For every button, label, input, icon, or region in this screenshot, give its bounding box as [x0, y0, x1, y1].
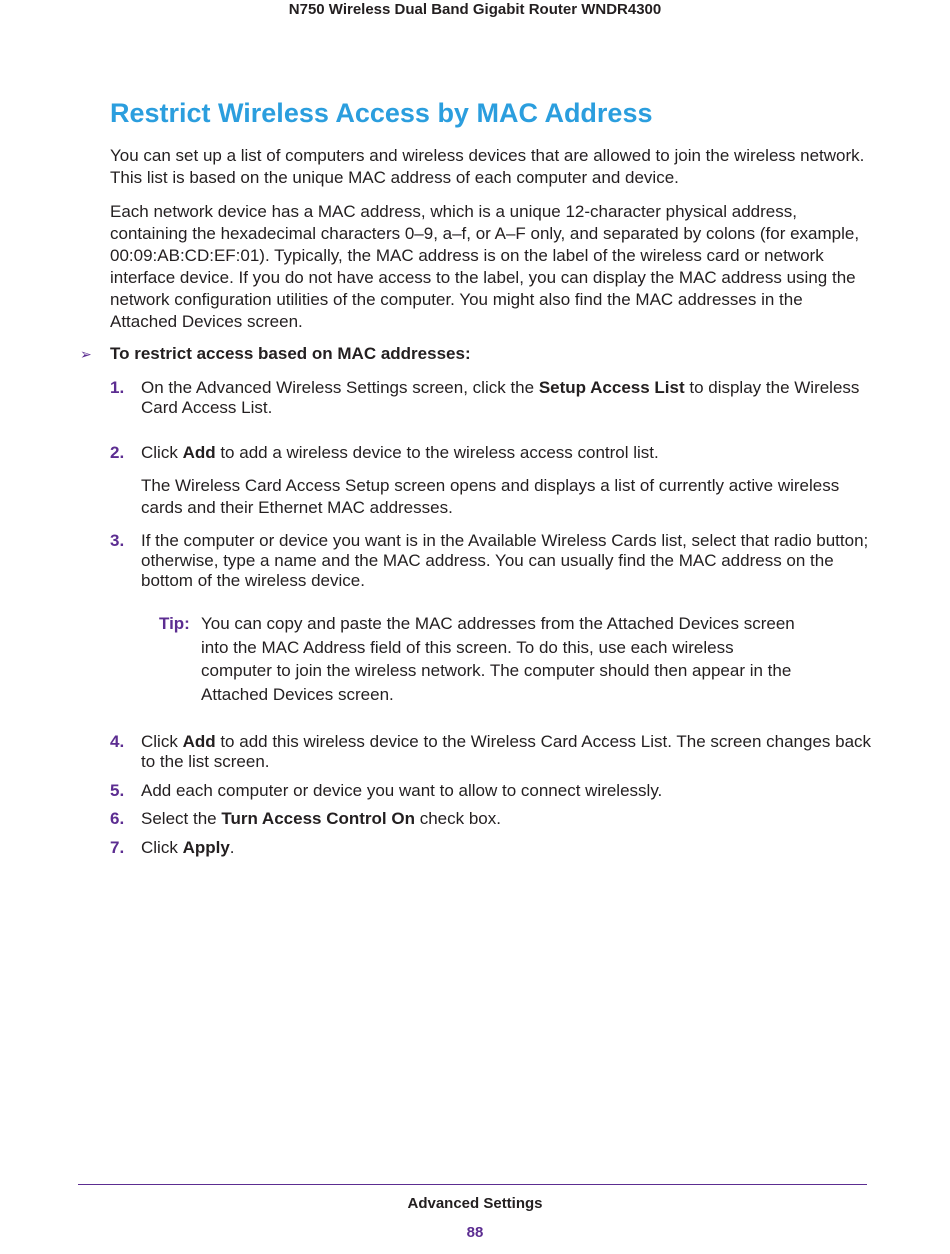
intro-paragraph: You can set up a list of computers and wireless devices that are allowed to join the wireless network. This list is based on the unique MAC address of each computer and device.: [110, 146, 865, 187]
step-text: If the computer or device you want is in the Available Wireless Cards list, select that radio button; otherwise, type a name and the MAC address. You can usually find the MAC address on the bottom of the wireless device.: [141, 531, 869, 590]
step-number: 5.: [110, 781, 125, 800]
step-number: 4.: [110, 732, 125, 751]
mac-explanation-paragraph: Each network device has a MAC address, which is a unique 12-character physical address, containing the hexadecimal characters 0–9, a–f, or A–F only, and separated by colons (for example, 00:09:AB:CD:EF:01). Typically, the MAC address is on the label of the wireless card or network interface device. If you do not have access to the label, you can display the MAC address using the network configuration utilities of the computer. You might also find the MAC addresses in the Attached Devices screen.: [110, 202, 860, 331]
step-7: [110, 838, 872, 858]
procedure-heading-text: To restrict access based on MAC addresses:: [110, 344, 471, 363]
step-text: Click Add to add this wireless device to the Wireless Card Access List. The screen changes back to the list screen.: [141, 732, 872, 771]
step-text: On the Advanced Wireless Settings screen, click the Setup Access List to display the Wireless Card Access List.: [141, 378, 860, 417]
procedure-heading: [80, 343, 471, 365]
tip-text: You can copy and paste the MAC addresses from the Attached Devices screen into the MAC Address field of this screen. To do this, use each wireless computer to join the wireless network. The computer should then appear in the Attached Devices screen.: [201, 614, 795, 704]
step-5: [110, 781, 872, 801]
step-6: [110, 809, 872, 829]
ui-term: Apply: [182, 838, 230, 857]
step-text: Select the Turn Access Control On check box.: [141, 809, 501, 828]
footer-divider: [78, 1184, 867, 1185]
step-number: 2.: [110, 443, 125, 462]
section-title: Restrict Wireless Access by MAC Address: [110, 98, 653, 128]
ui-term: Add: [182, 443, 216, 462]
ui-term: Turn Access Control On: [221, 809, 415, 828]
footer-section-name: Advanced Settings: [407, 1195, 543, 1212]
page-number: 88: [466, 1224, 484, 1241]
step-2-note: The Wireless Card Access Setup screen opens and displays a list of currently active wireless cards and their Ethernet MAC addresses.: [141, 476, 840, 517]
ui-term: Setup Access List: [538, 378, 685, 397]
step-number: 1.: [110, 378, 125, 397]
tip-note: [159, 612, 799, 706]
tip-label: Tip:: [159, 614, 190, 633]
arrow-bullet-icon: ➢: [80, 346, 92, 362]
step-1: [110, 378, 872, 418]
step-number: 3.: [110, 531, 125, 550]
ui-term: Add: [182, 732, 216, 751]
step-4: [110, 732, 872, 772]
step-number: 6.: [110, 809, 125, 828]
running-header: N750 Wireless Dual Band Gigabit Router WNDR4300: [288, 1, 662, 18]
step-number: 7.: [110, 838, 125, 857]
step-text: Click Add to add a wireless device to the wireless access control list.: [141, 443, 659, 462]
step-2: [110, 443, 872, 463]
step-3: [110, 531, 872, 591]
step-text: Click Apply.: [141, 838, 235, 857]
step-text: Add each computer or device you want to allow to connect wirelessly.: [141, 781, 663, 800]
